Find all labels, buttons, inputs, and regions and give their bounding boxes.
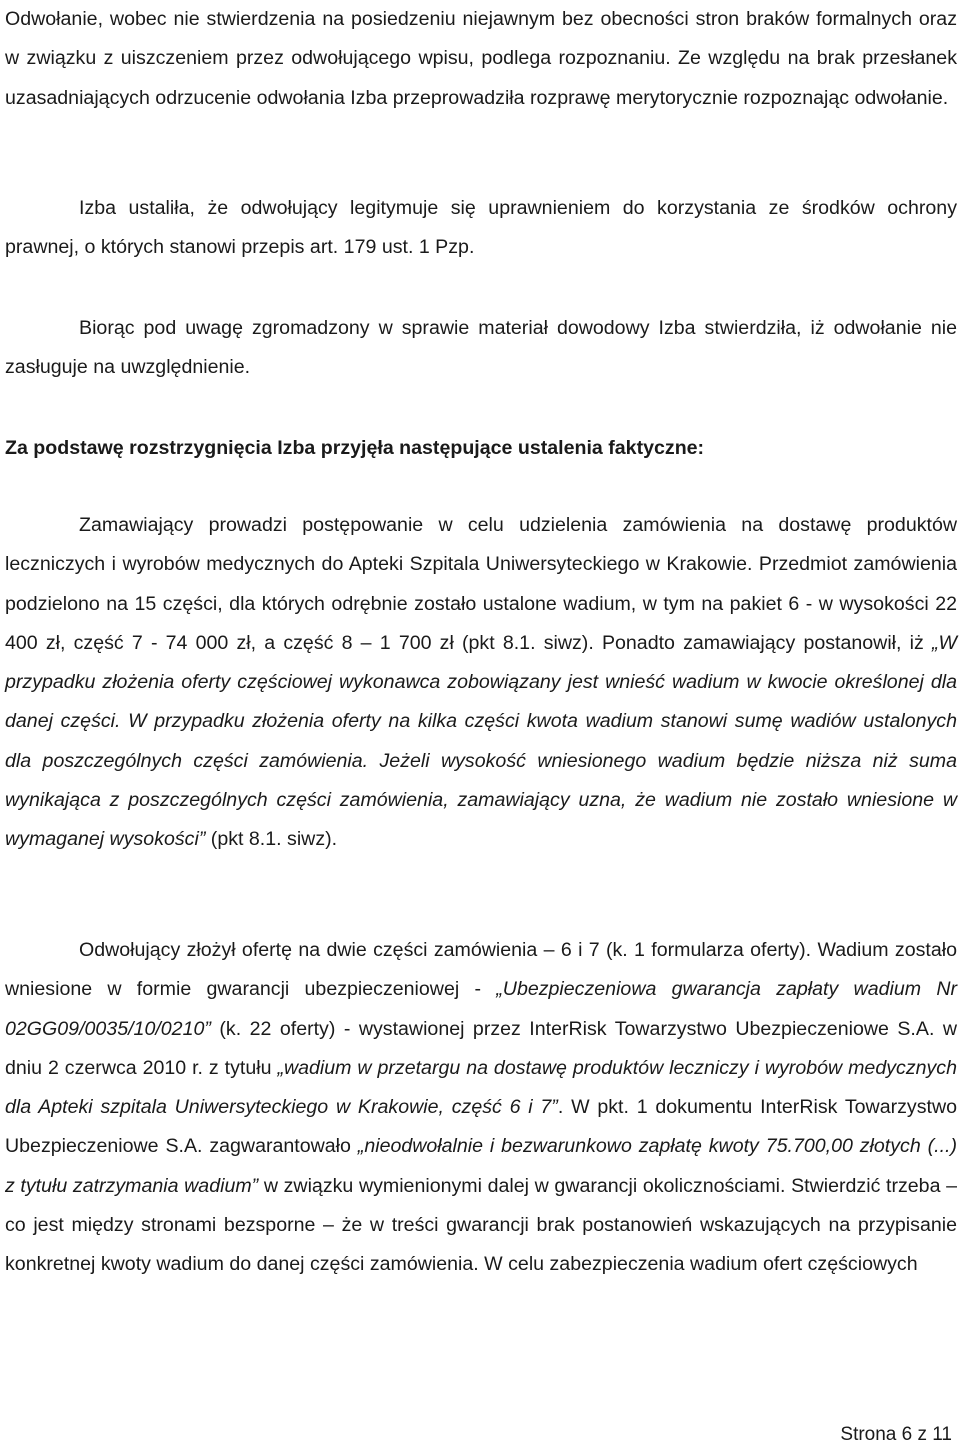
quoted-text: „wadium w przetargu na dostawę produktów leczniczy i wyrobów medycznych dla Apteki szpitala Uniwersyteckiego w Krakowie, część 6 i 7” bbox=[5, 1056, 958, 1119]
text-run: Zamawiający prowadzi postępowanie w celu udzielenia zamówienia na dostawę produktów leczniczych i wyrobów medycznych do Apteki Szpitala Uniwersyteckiego w Krakowie. Przedmiot zamówienia podzielono na 15 części, dla których odrębnie zostało ustalone wadium, w tym na pakiet 6 - w wysokości 22 400 zł, część 7 - 74 000 zł, a część 8 – 1 700 zł (pkt 8.1. siwz). Ponadto zamawiający postanowił, iż bbox=[5, 514, 957, 654]
quoted-text: „W przypadku złożenia oferty częściowej wykonawca zobowiązany jest wnieść wadium w kwocie określonej dla danej części. W przypadku złożenia oferty na kilka części kwota wadium stanowi sumę wadiów ustalonych dla poszczególnych części zamówienia. Jeżeli wysokość wniesionego wadium będzie niższa niż suma wynikająca z poszczególnych części zamówienia, zamawiający uzna, że wadium nie zostało wniesione w wymaganej wysokości” bbox=[5, 631, 957, 851]
paragraph-legitimacy: Izba ustaliła, że odwołujący legitymuje się uprawnieniem do korzystania ze środków ochrony prawnej, o których stanowi przepis art. 179 ust. 1 Pzp. bbox=[5, 197, 957, 259]
paragraph-facts-1 bbox=[5, 506, 957, 860]
page-number: Strona 6 z 11 bbox=[840, 1424, 952, 1445]
section-heading: Za podstawę rozstrzygnięcia Izba przyjęła następujące ustalenia faktyczne: bbox=[5, 437, 705, 459]
paragraph-admissibility: Odwołanie, wobec nie stwierdzenia na posiedzeniu niejawnym bez obecności stron braków formalnych oraz w związku z uiszczeniem przez odwołującego wpisu, podlega rozpoznaniu. Ze względu na brak przesłanek uzasadniających odrzucenie odwołania Izba przeprowadziła rozprawę merytorycznie rozpoznając odwołanie. bbox=[5, 8, 957, 109]
text-run: w związku wymienionymi dalej w gwarancji okolicznościami. Stwierdzić trzeba – co jest między stronami bezsporne – że w treści gwarancji brak postanowień wskazujących na przypisanie konkretnej kwoty wadium do danej części zamówienia. W celu zabezpieczenia wadium ofert częściowych bbox=[5, 1174, 957, 1276]
text-run: . W pkt. 1 dokumentu InterRisk Towarzystwo Ubezpieczeniowe S.A. zagwarantowało bbox=[5, 1096, 957, 1158]
quoted-text: „Ubezpieczeniowa gwarancja zapłaty wadium Nr 02GG09/0035/10/0210” bbox=[5, 978, 957, 1040]
text-run: (pkt 8.1. siwz). bbox=[205, 828, 338, 851]
text-run: (k. 22 oferty) - wystawionej przez InterRisk Towarzystwo Ubezpieczeniowe S.A. w dniu 2 czerwca 2010 r. z tytułu bbox=[5, 1017, 957, 1079]
paragraph-facts-2 bbox=[5, 931, 957, 1285]
paragraph-conclusion: Biorąc pod uwagę zgromadzony w sprawie materiał dowodowy Izba stwierdziła, iż odwołanie nie zasługuje na uwzględnienie. bbox=[5, 317, 957, 379]
text-run: Odwołujący złożył ofertę na dwie części zamówienia – 6 i 7 (k. 1 formularza oferty). Wadium zostało wniesione w formie gwarancji ubezpieczeniowej - bbox=[5, 939, 957, 1001]
quoted-text: „nieodwołalnie i bezwarunkowo zapłatę kwoty 75.700,00 złotych (...) z tytułu zatrzymania wadium” bbox=[5, 1135, 957, 1197]
